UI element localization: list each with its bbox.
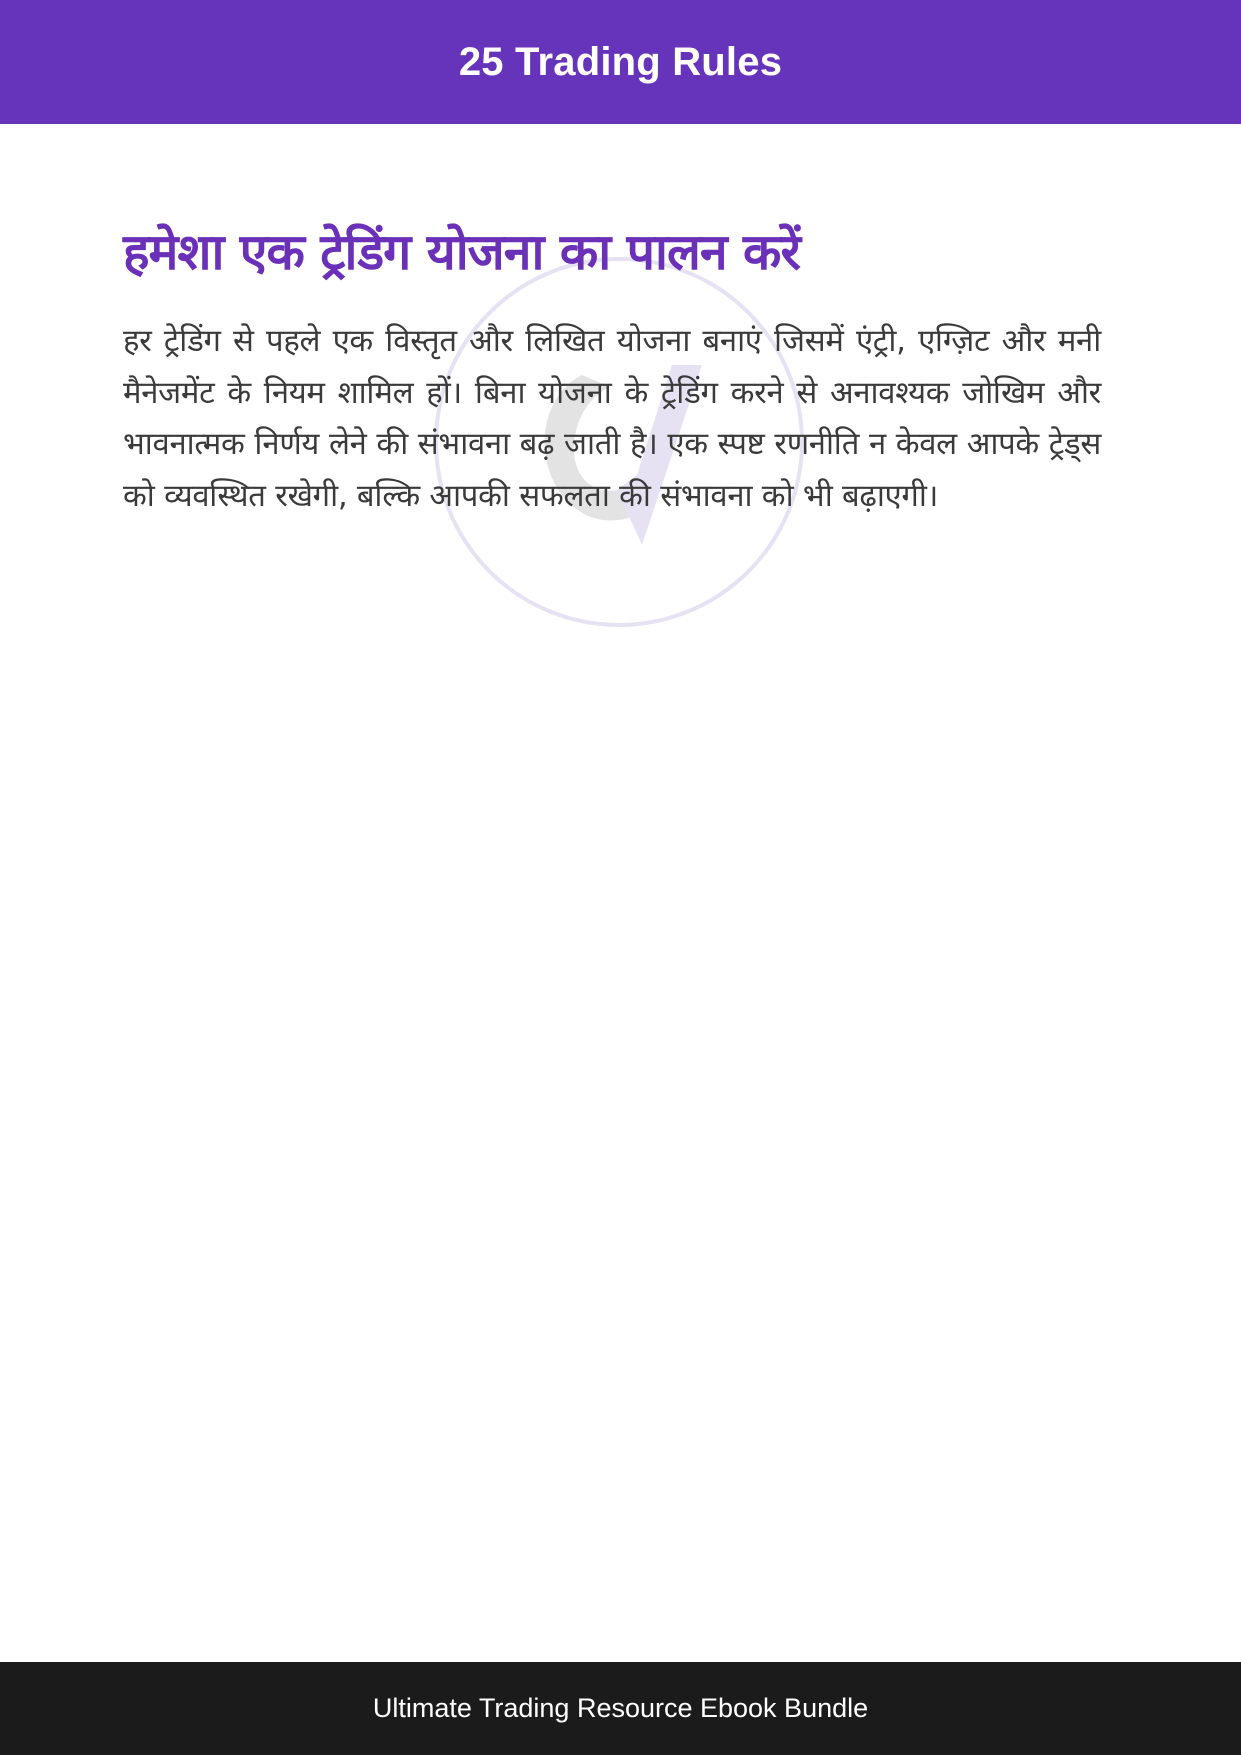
footer-text: Ultimate Trading Resource Ebook Bundle <box>372 1693 869 1723</box>
header-title: 25 Trading Rules <box>458 39 783 84</box>
page-title: हमेशा एक ट्रेडिंग योजना का पालन करें <box>123 223 800 281</box>
page-footer <box>0 1662 1241 1755</box>
page-header <box>0 0 1241 124</box>
body-paragraph: हर ट्रेडिंग से पहले एक विस्तृत और लिखित योजना बनाएं जिसमें एंट्री, एग्ज़िट और मनी मैनेजमेंट के नियम शामिल हों। बिना योजना के ट्रेडिंग करने से अनावश्यक जोखिम और भावनात्मक निर्णय लेने की संभावना बढ़ जाती है। एक स्पष्ट रणनीति न केवल आपके ट्रेड्स को व्यवस्थित रखेगी, बल्कि आपकी सफलता की संभावना को भी बढ़ाएगी। <box>123 323 1101 514</box>
content-area <box>123 212 1101 522</box>
